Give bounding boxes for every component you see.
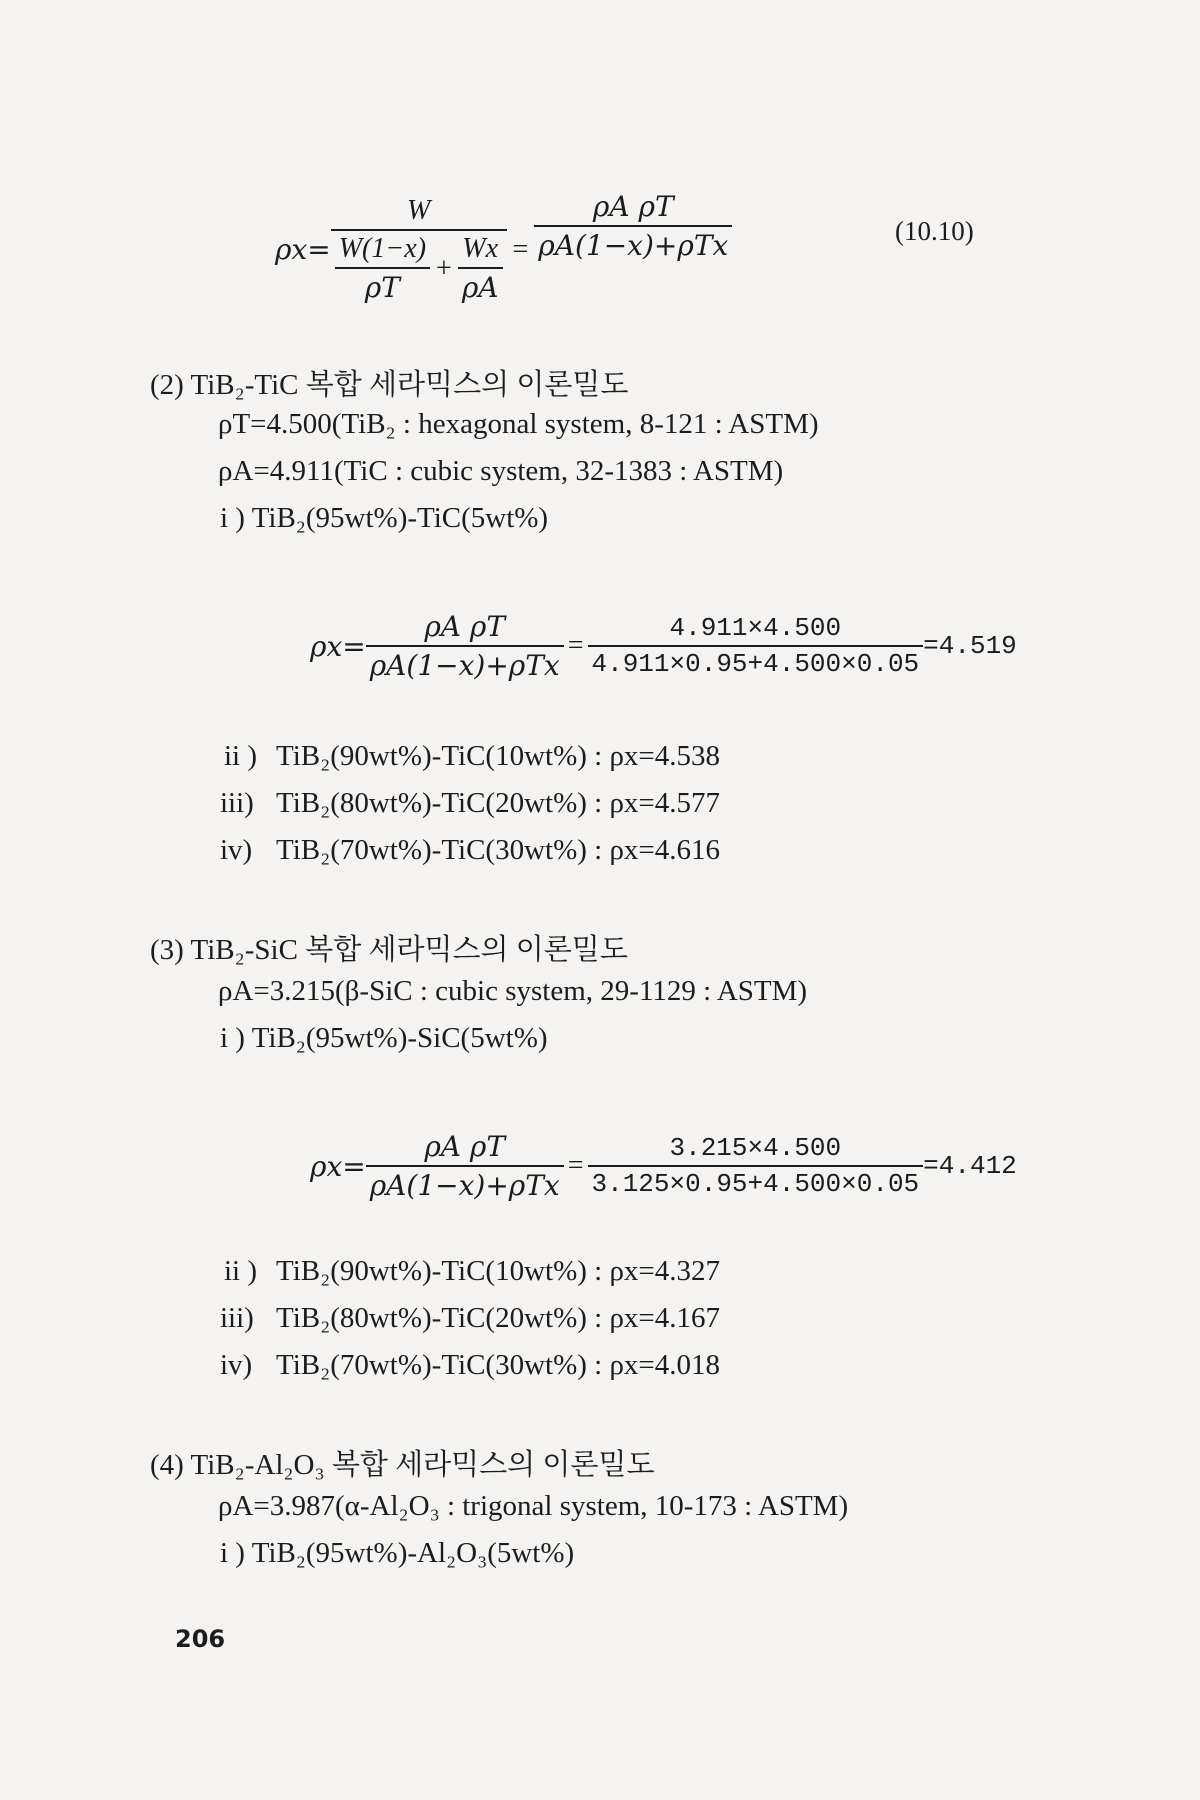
section-3-case-iv: iv) [220,1349,253,1381]
calc-fraction-numeric [588,1133,924,1199]
fraction-rho [534,190,732,262]
section-3-case-ii-text: TiB₂(90wt%)-TiC(10wt%) : ρx=4.327 [276,1255,721,1287]
calc-fraction-symbolic-den: ρA(1−x)+ρTx [369,1169,560,1202]
calc-equals: = [567,1150,584,1181]
section-2-case-i: i ) TiB₂(95wt%)-TiC(5wt%) [220,502,549,534]
section-2-case-ii-text: TiB₂(90wt%)-TiC(10wt%) : ρx=4.538 [276,740,721,772]
section-2-case-iv-text: TiB₂(70wt%)-TiC(30wt%) : ρx=4.616 [276,834,721,866]
section-2-rho-t: ρT=4.500(TiB₂ : hexagonal system, 8-121 : ASTM) [218,408,819,440]
equation-10-10 [275,189,732,304]
calc-fraction-numeric [588,613,924,679]
equation-lhs: ρx= [275,233,331,266]
calc-equals: = [567,630,584,661]
equals-sign: = [512,233,529,265]
equation-number: (10.10) [895,216,974,246]
calc-fraction-symbolic-num: ρA ρT [424,610,506,643]
calc-fraction-symbolic-den: ρA(1−x)+ρTx [369,649,560,682]
section-4-heading: (4) TiB₂-Al₂O₃ 복합 세라믹스의 이론밀도 [150,1449,655,1481]
calc-fraction-numeric-den: 3.125×0.95+4.500×0.05 [591,1169,920,1199]
section-2-heading: (2) TiB₂-TiC 복합 세라믹스의 이론밀도 [150,369,629,401]
calc-fraction-symbolic-num: ρA ρT [424,1130,506,1163]
sub-fraction-b-den: ρA [461,271,499,304]
section-3-rho-a: ρA=3.215(β-SiC : cubic system, 29-1129 : ASTM) [218,975,808,1007]
sub-fraction-a-den: ρT [364,271,400,304]
section-2-case-ii: ii ) [224,740,258,772]
section-3-case-iii-text: TiB₂(80wt%)-TiC(20wt%) : ρx=4.167 [276,1302,721,1334]
calc-fraction-symbolic [366,610,564,682]
fraction-w-over-sum [331,195,507,304]
section-2-case-iii: iii) [220,787,254,819]
sub-fraction-b [458,233,503,304]
section-3-case-iii: iii) [220,1302,254,1334]
calc-lhs: ρx= [310,629,366,663]
section-3-case-iv-text: TiB₂(70wt%)-TiC(30wt%) : ρx=4.018 [276,1349,721,1381]
section-3-case-i: i ) TiB₂(95wt%)-SiC(5wt%) [220,1022,548,1054]
section-2-case-iv: iv) [220,834,253,866]
section-2-case-iii-text: TiB₂(80wt%)-TiC(20wt%) : ρx=4.577 [276,787,721,819]
section-2-calculation [310,610,1017,682]
page-number: 206 [175,1625,226,1653]
calc-result: =4.519 [923,631,1017,661]
fraction-denominator [331,231,507,304]
plus-sign: + [436,252,452,284]
fraction-rho-den: ρA(1−x)+ρTx [538,228,729,262]
section-3-case-ii: ii ) [224,1255,258,1287]
calc-fraction-numeric-num: 3.215×4.500 [669,1133,842,1163]
fraction-rho-num: ρA ρT [592,189,674,223]
section-4-case-i: i ) TiB₂(95wt%)-Al₂O₃(5wt%) [220,1537,575,1569]
section-2-rho-a: ρA=4.911(TiC : cubic system, 32-1383 : ASTM) [218,455,784,487]
calc-fraction-numeric-num: 4.911×4.500 [669,613,842,643]
calc-lhs: ρx= [310,1149,366,1183]
section-3-calculation [310,1130,1017,1202]
calc-fraction-numeric-den: 4.911×0.95+4.500×0.05 [591,649,920,679]
sub-fraction-a-num: W(1−x) [338,233,427,264]
section-4-rho-a: ρA=3.987(α-Al₂O₃ : trigonal system, 10-173 : ASTM) [218,1490,849,1522]
sub-fraction-b-num: Wx [462,233,499,264]
calc-fraction-symbolic [366,1130,564,1202]
fraction-numerator: W [406,195,431,226]
sub-fraction-a [335,233,430,304]
calc-result: =4.412 [923,1151,1017,1181]
section-3-heading: (3) TiB₂-SiC 복합 세라믹스의 이론밀도 [150,934,628,966]
